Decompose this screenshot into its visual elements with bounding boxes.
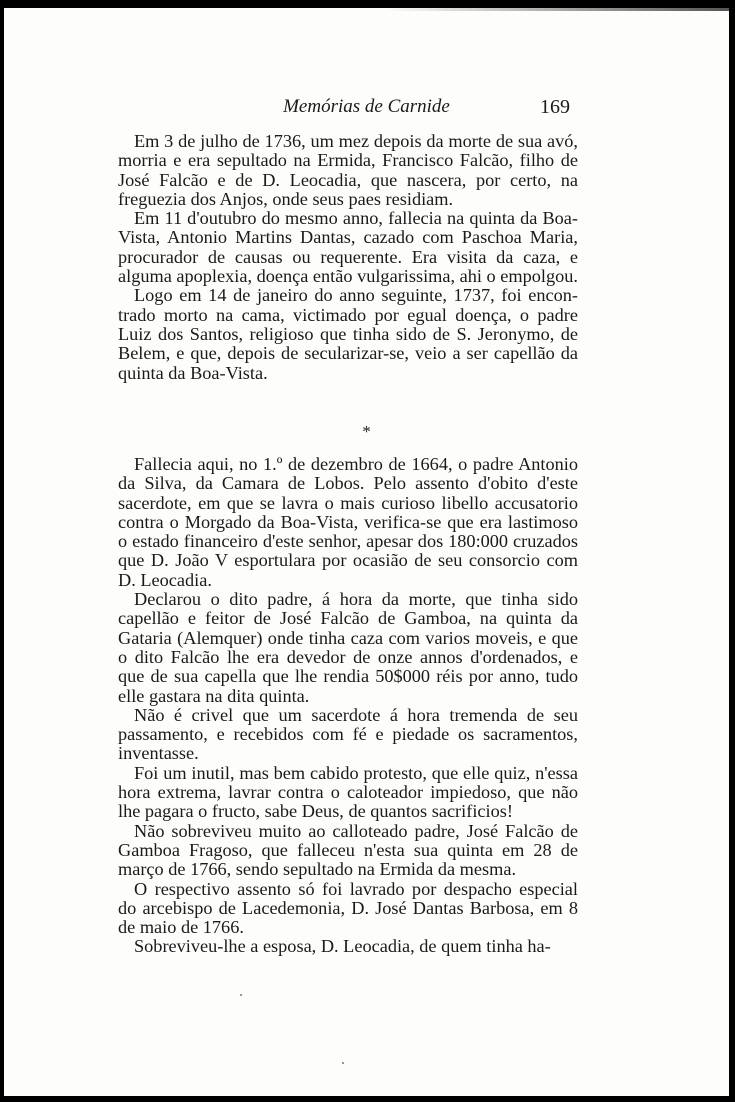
scan-speck xyxy=(240,994,242,996)
page-number: 169 xyxy=(540,96,570,118)
paragraph: Sobreviveu-lhe a esposa, D. Leocadia, de quem tinha ha- xyxy=(134,936,551,957)
paragraph: Logo em 14 de janeiro do anno seguinte, 1737, foi encontrado morto na cama, victimado por egual doença, o padre Luiz dos Santos, religioso que tinha sido de S. Jeronymo, de Belem, e que, depois de secularizar-se, veio a ser capellão da quinta da Boa-Vista. xyxy=(118,285,578,383)
section-separator: * xyxy=(362,422,371,441)
paragraph: Foi um inutil, mas bem cabido protesto, que elle quiz, n'essa hora extrema, lavrar contra o caloteador impiedoso, que não lhe pagara o fructo, sabe Deus, de quantos sacrificios! xyxy=(118,762,578,822)
paragraph: Em 11 d'outubro do mesmo anno, fallecia na quinta da Boa-Vista, Antonio Martins Dantas, cazado com Paschoa Maria, procurador de causas ou requerente. Era visita da caza, e alguma apoplexia, doença então vulgarissima, ahi o empolgou. xyxy=(118,208,578,287)
paragraph: Fallecia aqui, no 1.º de dezembro de 1664, o padre Antonio da Silva, da Camara de Lobos. Pelo assento d'obito d'este sacerdote, em que se lavra o mais curioso libello accusatorio contra o Morgado da Boa-Vista, verifica-se que era lastimoso o estado financeiro d'este senhor, apesar dos 180:000 cruzados que D. João V esportulara por ocasião de seu consorcio com D. Leocadia. xyxy=(118,454,578,590)
text-block-2 xyxy=(118,455,578,957)
paragraph: Não sobreviveu muito ao calloteado padre, José Falcão de Gamboa Fragoso, que falleceu n'esta sua quinta em 28 de março de 1766, sendo sepultado na Ermida da mesma. xyxy=(118,820,578,880)
running-title: Memórias de Carnide xyxy=(283,96,450,117)
scan-speck xyxy=(342,1062,344,1064)
text-block-1 xyxy=(118,132,578,383)
page-header xyxy=(4,96,729,122)
paragraph: O respectivo assento só foi lavrado por despacho especial do arcebispo de Lacedemonia, D. José Dantas Barbosa, em 8 de maio de 1766. xyxy=(118,878,578,938)
paragraph: Não é crivel que um sacerdote á hora tremenda de seu passamento, e recebidos com fé e piedade os sacramentos, inventasse. xyxy=(118,704,578,764)
paragraph: Em 3 de julho de 1736, um mez depois da morte de sua avó, morria e era sepultado na Ermida, Francisco Falcão, filho de José Falcão e de D. Leocadia, que nascera, por certo, na freguezia dos Anjos, onde seus paes residiam. xyxy=(118,131,578,209)
paragraph: Declarou o dito padre, á hora da morte, que tinha sido capellão e feitor de José Falcão de Gamboa, na quinta da Gataria (Alemquer) onde tinha caza com varios moveis, e que o dito Falcão lhe era devedor de onze annos d'ordenados, e que de sua capella que lhe rendia 50$000 réis por anno, tudo elle gastara na dita quinta. xyxy=(118,589,578,706)
book-page xyxy=(4,8,729,1096)
scan-edge-line xyxy=(384,8,729,11)
